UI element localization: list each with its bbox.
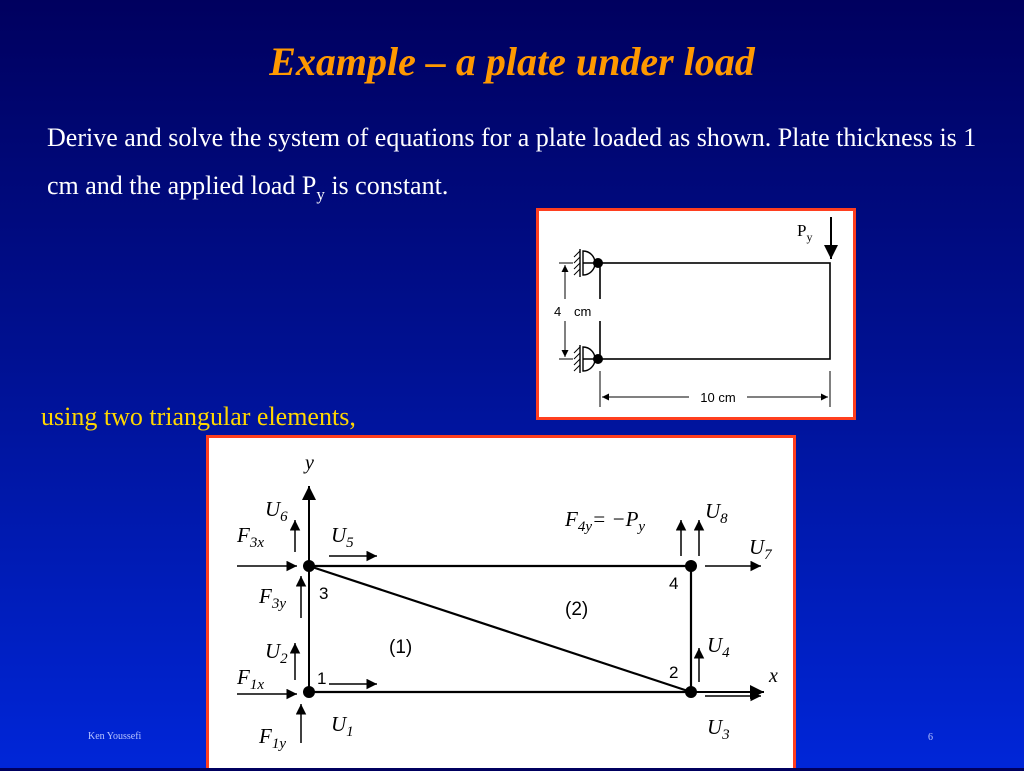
triangular-elements-figure: [206, 435, 796, 768]
element-label-2: (2): [565, 599, 589, 620]
node-1: [303, 686, 315, 698]
label-U4: $U_4$: [707, 633, 730, 661]
label-F3y: $F_{3y}$: [259, 584, 286, 612]
label-U7: $U_7$: [749, 535, 772, 563]
y-axis-label: y: [305, 452, 314, 474]
label-U3: $U_3$: [707, 715, 730, 743]
height-dimension-value: 4: [554, 304, 562, 319]
plate-figure: [536, 208, 856, 420]
label-F1x: $F_{1x}$: [237, 665, 264, 693]
label-U6: $U_6$: [265, 497, 288, 525]
wall-support-top: [574, 249, 603, 277]
element-diagonal: [309, 566, 691, 692]
label-F3x: $F_{3x}$: [237, 523, 264, 551]
node-2: [685, 686, 697, 698]
element-label-1: (1): [389, 637, 413, 658]
footer-author: Ken Youssefi: [88, 731, 142, 742]
statement-part1: Derive and solve the system of equations for a plate loaded as shown. Plate thickness is 1 cm and the applied load P: [47, 123, 977, 200]
problem-statement: [47, 114, 987, 210]
node-label-1: 1: [317, 669, 327, 688]
label-U2: $U_2$: [265, 639, 288, 667]
node-3: [303, 560, 315, 572]
node-label-2: 2: [669, 663, 679, 682]
caption-elements: using two triangular elements,: [41, 402, 356, 431]
label-U5: $U_5$: [331, 523, 354, 551]
label-U8: $U_8$: [705, 499, 728, 527]
node-label-4: 4: [669, 574, 679, 593]
statement-part2: is constant.: [324, 171, 449, 200]
node-label-3: 3: [319, 584, 329, 603]
label-F4y: $F_{4y}= -P_y$: [565, 507, 646, 535]
node-4: [685, 560, 697, 572]
statement-subscript: y: [316, 185, 325, 204]
height-dimension-unit: cm: [574, 304, 592, 319]
plate-rectangle: [600, 263, 830, 359]
wall-support-bottom: [574, 345, 603, 373]
x-axis-label: x: [769, 665, 778, 687]
label-F1y: $F_{1y}$: [259, 724, 286, 752]
slide-title: Example – a plate under load: [269, 39, 755, 84]
width-dimension-label: 10 cm: [700, 390, 736, 405]
page-number: 6: [928, 732, 933, 743]
load-label: $P_y$: [797, 221, 813, 244]
label-U1: $U_1$: [331, 712, 354, 740]
